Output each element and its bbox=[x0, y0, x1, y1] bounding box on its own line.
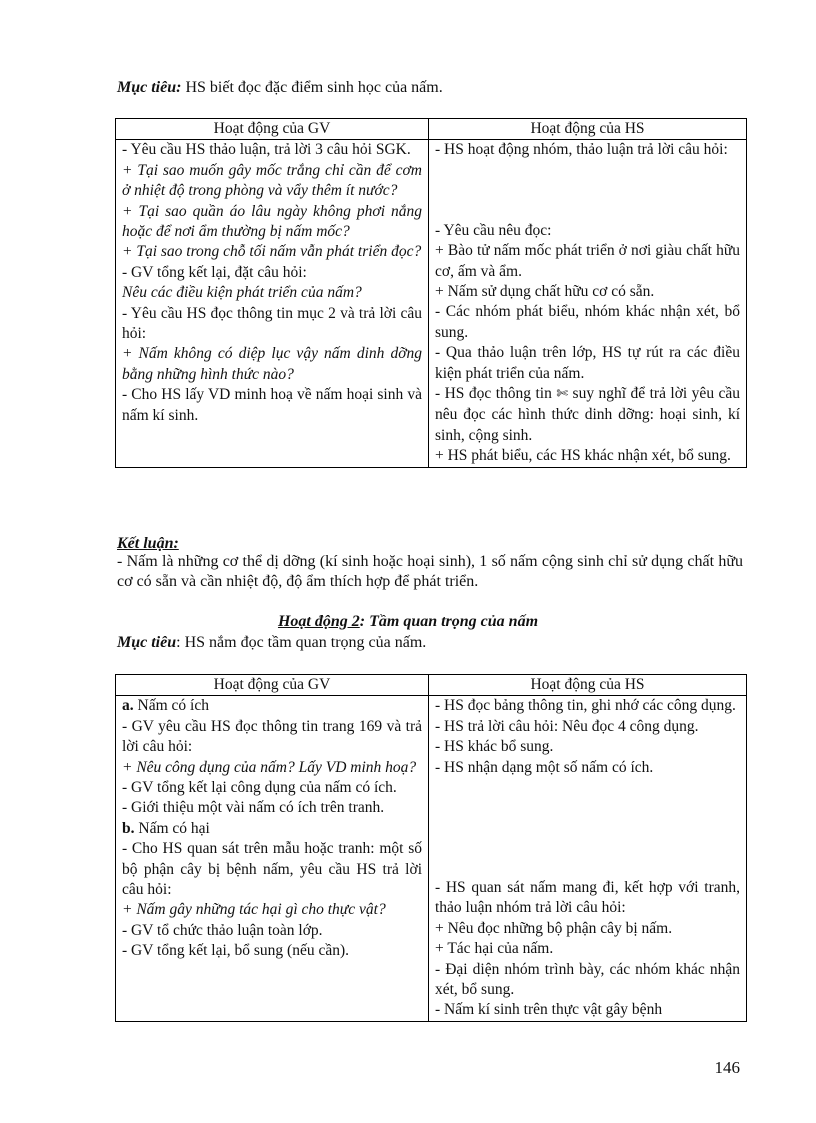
table2-gv-item: - GV tổng kết lại công dụng của nấm có ích. bbox=[122, 779, 397, 797]
table1-hs-item-with-icon bbox=[435, 384, 740, 446]
table2-gv-item: + Nêu công dụng của nấm? Lấy VD minh hoạ? bbox=[122, 758, 417, 776]
table1-hs-item: - HS hoạt động nhóm, thảo luận trả lời câu hỏi: bbox=[435, 141, 728, 159]
table1-gv-item: + Tại sao quần áo lâu ngày không phơi nắng hoặc để nơi ẩm thường bị nấm mốc? bbox=[122, 202, 422, 241]
table1-gv-item: + Tại sao muốn gây mốc trắng chỉ cần để cơm ở nhiệt độ trong phòng và vẩy thêm ít nước? bbox=[122, 161, 422, 200]
table1-gv-item: - Yêu cầu HS đọc thông tin mục 2 và trả lời câu hỏi: bbox=[122, 304, 422, 343]
table1-header-hs: Hoạt động của HS bbox=[429, 119, 747, 140]
table2-hs-spacer bbox=[435, 818, 740, 838]
objective-1-label: Mục tiêu: bbox=[117, 79, 182, 96]
table1-hs-item-part: suy nghĩ để trả lời yêu cầu nêu đọc các hình thức dinh dỡng: hoại sinh, kí sinh, cộng sinh. bbox=[435, 385, 741, 444]
table1-gv-item: + Nấm không có diệp lục vậy nấm dinh dỡng bằng những hình thức nào? bbox=[122, 345, 422, 383]
table2-header-gv: Hoạt động của GV bbox=[116, 675, 429, 696]
table2-header-hs: Hoạt động của HS bbox=[429, 675, 747, 696]
table2-hs-cell bbox=[429, 696, 747, 1021]
objective-2-label: Mục tiêu bbox=[117, 634, 177, 651]
table2-gv-item: - Giới thiệu một vài nấm có ích trên tranh. bbox=[122, 799, 385, 817]
table1-hs-item: + HS phát biểu, các HS khác nhận xét, bổ sung. bbox=[435, 447, 731, 465]
table2-gv-item: - GV tổng kết lại, bổ sung (nếu cần). bbox=[122, 942, 349, 960]
section-b-letter: b. bbox=[122, 819, 135, 837]
table2-gv-item: - GV yêu cầu HS đọc thông tin trang 169 và trả lời câu hỏi: bbox=[122, 717, 422, 756]
table2-hs-item: - HS nhận dạng một số nấm có ích. bbox=[435, 758, 654, 776]
table2-hs-spacer bbox=[435, 798, 740, 818]
table1-hs-item: - Các nhóm phát biểu, nhóm khác nhận xét, bổ sung. bbox=[435, 303, 740, 341]
table1-hs-item: - Yêu cầu nêu đọc: bbox=[435, 221, 552, 239]
table1-gv-item: - GV tổng kết lại, đặt câu hỏi: bbox=[122, 263, 307, 281]
table2-gv-item: + Nấm gây những tác hại gì cho thực vật? bbox=[122, 901, 386, 919]
table2-gv-item: - GV tổ chức thảo luận toàn lớp. bbox=[122, 921, 323, 939]
table2-hs-item: - HS quan sát nấm mang đi, kết hợp với tranh, thảo luận nhóm trả lời câu hỏi: bbox=[435, 879, 740, 917]
table2-hs-item: - Đại diện nhóm trình bày, các nhóm khác nhận xét, bổ sung. bbox=[435, 960, 740, 999]
section-a-letter: a. bbox=[122, 697, 134, 715]
table2-hs-spacer bbox=[435, 838, 740, 858]
table1-gv-cell bbox=[116, 140, 429, 467]
table2-hs-spacer bbox=[435, 858, 740, 878]
table2-hs-spacer bbox=[435, 778, 740, 798]
objective-2 bbox=[117, 633, 426, 652]
table2-hs-item: + Tác hại của nấm. bbox=[435, 940, 554, 958]
scissors-icon: ✄ bbox=[556, 387, 569, 403]
objective-2-text: : HS nắm đọc tầm quan trọng của nấm. bbox=[176, 634, 427, 651]
section-b-text: Nấm có hại bbox=[134, 819, 210, 837]
table2-hs-item: - HS đọc bảng thông tin, ghi nhớ các công dụng. bbox=[435, 697, 736, 715]
section-a-text: Nấm có ích bbox=[133, 697, 209, 715]
conclusion-label: Kết luận: bbox=[117, 535, 179, 552]
objective-1-text: HS biết đọc đặc điểm sinh học của nấm. bbox=[181, 79, 443, 96]
table1-hs-spacer bbox=[435, 201, 740, 221]
conclusion-text: - Nấm là những cơ thể dị dỡng (kí sinh hoặc hoại sinh), 1 số nấm cộng sinh chỉ sử dụng chất hữu cơ có sẵn và cần nhiệt độ, độ ẩm thích hợp để phát triển. bbox=[117, 553, 743, 590]
table1-hs-item-part: - HS đọc thông tin bbox=[435, 385, 552, 403]
table2-hs-item: - HS trả lời câu hỏi: Nêu đọc 4 công dụng. bbox=[435, 717, 699, 735]
table2-gv-cell bbox=[116, 696, 429, 1021]
table1-hs-spacer bbox=[435, 161, 740, 181]
table1-hs-cell bbox=[429, 140, 747, 467]
table2-hs-item: + Nêu đọc những bộ phận cây bị nấm. bbox=[435, 919, 673, 937]
page-number: 146 bbox=[714, 1058, 740, 1077]
table2-hs-item: - HS khác bổ sung. bbox=[435, 738, 554, 756]
activity-2-heading bbox=[0, 612, 816, 632]
table2-hs-item: - Nấm kí sinh trên thực vật gây bệnh bbox=[435, 1001, 663, 1019]
table1-hs-item: + Bào tử nấm mốc phát triển ở nơi giàu chất hữu cơ, ấm và ẩm. bbox=[435, 242, 740, 280]
table1-hs-item: - Qua thảo luận trên lớp, HS tự rút ra các điều kiện phát triển của nấm. bbox=[435, 344, 740, 382]
table1-gv-item: - Cho HS lấy VD minh hoạ về nấm hoại sinh và nấm kí sinh. bbox=[122, 386, 422, 424]
table1-gv-item: Nêu các điều kiện phát triển của nấm? bbox=[122, 284, 362, 302]
table2-section-a bbox=[122, 696, 422, 716]
activity-table-2 bbox=[115, 674, 747, 1022]
table2-section-b bbox=[122, 819, 422, 839]
activity-table-1 bbox=[115, 118, 747, 468]
activity-2-label: Hoạt động 2 bbox=[277, 613, 360, 630]
table1-hs-item: + Nấm sử dụng chất hữu cơ có sẵn. bbox=[435, 283, 655, 301]
table1-hs-spacer bbox=[435, 181, 740, 201]
table1-gv-item: - Yêu cầu HS thảo luận, trả lời 3 câu hỏi SGK. bbox=[122, 141, 411, 159]
activity-2-title: : Tầm quan trọng của nấm bbox=[359, 613, 539, 630]
table1-header-gv: Hoạt động của GV bbox=[116, 119, 429, 140]
table2-gv-item: - Cho HS quan sát trên mẫu hoặc tranh: một số bộ phận cây bị bệnh nấm, yêu cầu HS trả lời câu hỏi: bbox=[122, 840, 422, 899]
table1-gv-item: + Tại sao trong chỗ tối nấm vẫn phát triển đọc? bbox=[122, 243, 422, 261]
objective-1 bbox=[117, 78, 443, 97]
